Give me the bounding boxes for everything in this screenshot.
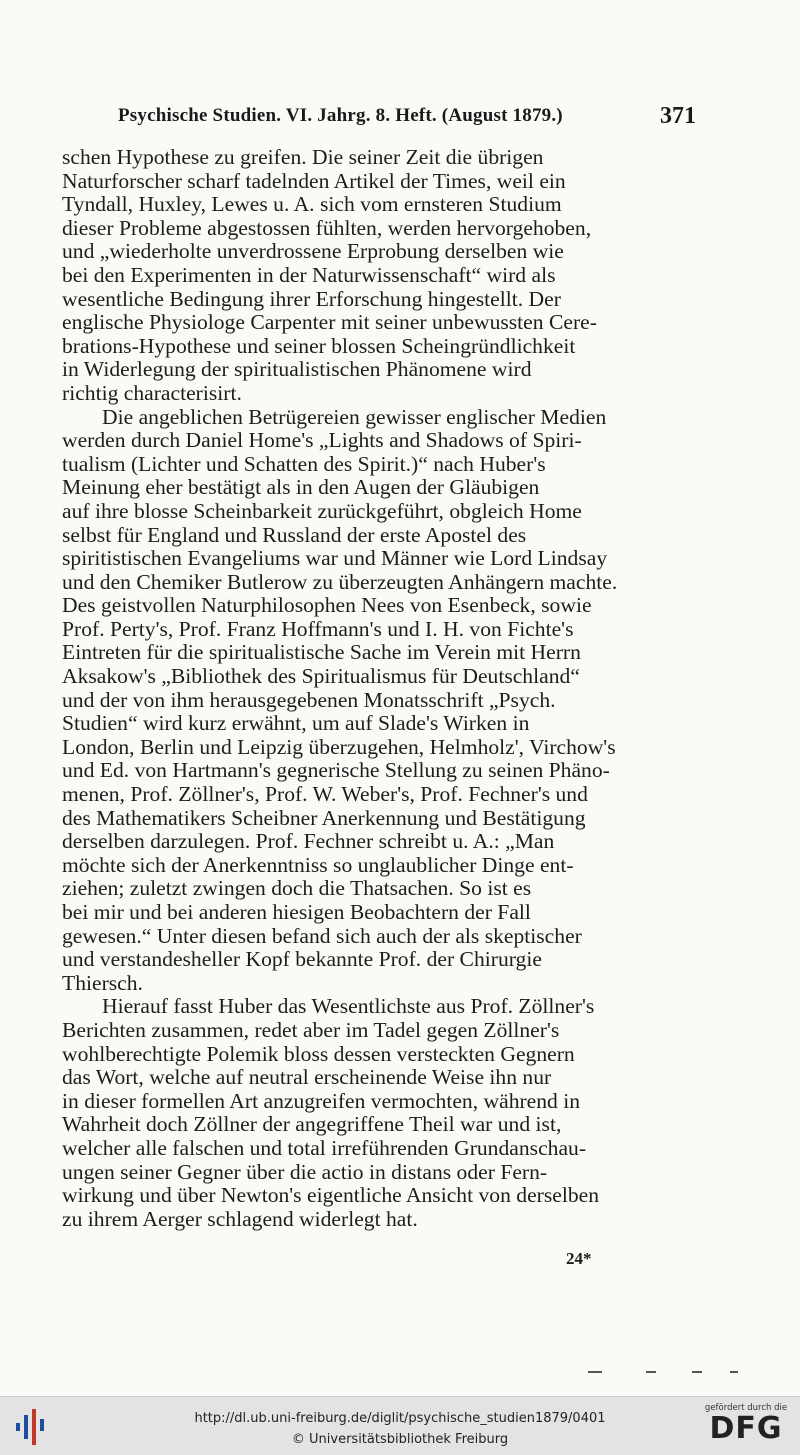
dfg-funded-label: gefördert durch die	[704, 1403, 788, 1413]
text-line: richtig characterisirt.	[62, 381, 242, 405]
text-line: Hierauf fasst Huber das Wesentlichste aus Prof. Zöllner's	[102, 995, 595, 1019]
text-line: und den Chemiker Butlerow zu überzeugten Anhängern machte.	[62, 570, 618, 594]
text-line: des Mathematikers Scheibner Anerkennung und Bestätigung	[62, 806, 586, 830]
signature-mark: 24*	[566, 1249, 592, 1268]
text-line: Prof. Perty's, Prof. Franz Hoffmann's und I. H. von Fichte's	[62, 617, 574, 641]
text-line: dieser Probleme abgestossen fühlten, werden hervorgehoben,	[62, 216, 592, 240]
text-line: wohlberechtigte Polemik bloss dessen versteckten Gegnern	[62, 1042, 575, 1066]
text-line: Eintreten für die spiritualistische Sache im Verein mit Herrn	[62, 641, 581, 665]
text-line: ziehen; zuletzt zwingen doch die Thatsachen. So ist es	[62, 877, 532, 901]
copyright-text: © Universitätsbibliothek Freiburg	[291, 1432, 509, 1447]
text-line: englische Physiologe Carpenter mit seiner unbewussten Cere-	[62, 311, 597, 335]
text-line: und „wiederholte unverdrossene Erprobung derselben wie	[62, 240, 564, 264]
dfg-logo	[702, 1403, 790, 1451]
text-line: derselben darzulegen. Prof. Fechner schreibt u. A.: „Man	[62, 830, 555, 854]
running-title: Psychische Studien. VI. Jahrg. 8. Heft. (August 1879.)	[118, 105, 563, 126]
text-line: Thiersch.	[62, 971, 143, 995]
text-line: auf ihre blosse Scheinbarkeit zurückgeführt, obgleich Home	[62, 499, 582, 523]
text-line: in Widerlegung der spiritualistischen Phänomene wird	[62, 358, 532, 382]
body-text	[62, 146, 688, 1231]
viewer-footer	[0, 1396, 800, 1455]
text-line: wesentliche Bedingung ihrer Erforschung hingestellt. Der	[62, 287, 561, 311]
text-line: welcher alle falschen und total irreführenden Grundanschau-	[62, 1136, 587, 1160]
text-line: spiritistischen Evangeliums war und Männer wie Lord Lindsay	[62, 547, 608, 571]
text-line: Wahrheit doch Zöllner der angegriffene Theil war und ist,	[62, 1113, 562, 1137]
text-line: Aksakow's „Bibliothek des Spiritualismus für Deutschland“	[62, 665, 580, 689]
text-line: und Ed. von Hartmann's gegnerische Stellung zu seinen Phäno-	[62, 759, 610, 783]
text-line: Berichten zusammen, redet aber im Tadel gegen Zöllner's	[62, 1018, 560, 1042]
text-line: gewesen.“ Unter diesen befand sich auch der als skeptischer	[62, 924, 582, 948]
text-line: Meinung eher bestätigt als in den Augen der Gläubigen	[62, 476, 540, 500]
text-line: schen Hypothese zu greifen. Die seiner Zeit die übrigen	[62, 146, 544, 169]
text-line: Studien“ wird kurz erwähnt, um auf Slade's Wirken in	[62, 712, 530, 736]
text-line: wirkung und über Newton's eigentliche Ansicht von derselben	[62, 1184, 600, 1208]
text-line: bei den Experimenten in der Naturwissenschaft“ wird als	[62, 263, 556, 287]
text-line: bei mir und bei anderen hiesigen Beobachtern der Fall	[62, 901, 531, 924]
dfg-logo-text: DFG	[709, 1411, 783, 1446]
text-line: möchte sich der Anerkenntniss so unglaublicher Dinge ent-	[62, 853, 574, 877]
source-url-link[interactable]: http://dl.ub.uni-freiburg.de/diglit/psychische_studien1879/0401	[194, 1411, 606, 1426]
text-line: Die angeblichen Betrügereien gewisser englischer Medien	[102, 405, 607, 429]
text-line: menen, Prof. Zöllner's, Prof. W. Weber's, Prof. Fechner's und	[62, 783, 588, 807]
text-line: ungen seiner Gegner über die actio in distans oder Fern-	[62, 1160, 548, 1184]
text-line: und der von ihm herausgegebenen Monatsschrift „Psych.	[62, 688, 556, 712]
text-line: und verstandesheller Kopf bekannte Prof. der Chirurgie	[62, 948, 542, 972]
page-header	[118, 103, 696, 131]
text-line: London, Berlin und Leipzig überzugehen, Helmholz', Virchow's	[62, 735, 616, 759]
text-line: Des geistvollen Naturphilosophen Nees von Esenbeck, sowie	[62, 594, 592, 618]
text-line: selbst für England und Russland der erste Apostel des	[62, 523, 527, 547]
text-line: Naturforscher scharf tadelnden Artikel der Times, weil ein	[62, 169, 566, 193]
text-line: in dieser formellen Art anzugreifen vermochten, während in	[62, 1089, 581, 1113]
text-line: werden durch Daniel Home's „Lights and Shadows of Spiri-	[62, 429, 582, 453]
text-line: zu ihrem Aerger schlagend widerlegt hat.	[62, 1207, 418, 1231]
page-number: 371	[660, 103, 696, 129]
text-line: brations-Hypothese und seiner blossen Scheingründlichkeit	[62, 334, 576, 358]
scan-artifact-marks	[580, 1371, 780, 1375]
text-line: tualism (Lichter und Schatten des Spirit.)“ nach Huber's	[62, 452, 546, 476]
text-line: Tyndall, Huxley, Lewes u. A. sich vom ernsteren Studium	[62, 193, 562, 217]
text-line: das Wort, welche auf neutral erscheinende Weise ihn nur	[62, 1066, 552, 1090]
